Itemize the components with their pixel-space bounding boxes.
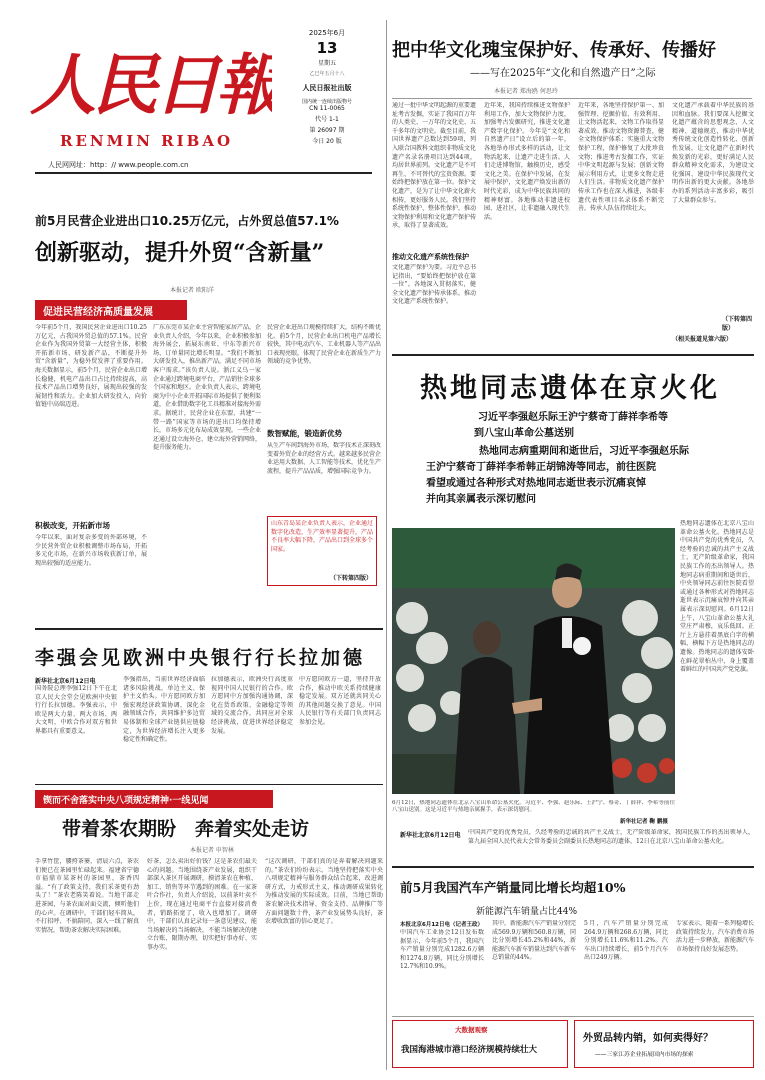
auto-title: 前5月我国汽车产销量同比增长均超10% (400, 880, 626, 895)
farm-banner-label: 锲而不舍落实中央八项规定精神·一线见闻 (43, 795, 209, 806)
issue-lunar: 乙巳年五月十八 (309, 71, 345, 77)
mourn-line5: 看望或通过各种形式对热地同志逝世表示沉痛哀悼 (426, 478, 646, 489)
econ-box-text: 山东青岛某企业负责人表示，企业通过数字化改造，生产效率显著提升，产品不良率大幅下降，产品出口到全球多个国家。 (271, 520, 373, 553)
auto-col-2: 其中，新能源汽车产销量分别完成569.9万辆和560.8万辆，同比分别增长45.2%和44%，新能源汽车新车销量达到汽车新车总销量的44%。 (492, 920, 576, 962)
auto-byline: 本报北京6月12日电（记者王政） (400, 922, 483, 928)
liqiang-col-1: 国务院总理李强12日下午在北京人民大会堂会见欧洲中央银行行长拉加德。李强表示，中欧是两大力量、两大市场、两大文明，中欧合作对双方和世界都具有重要意义。 (35, 685, 117, 735)
cn-code: CN 11-0065 (309, 105, 345, 112)
lead-col-4: 文化遗产承载着中华民族的基因和血脉。我们要深入挖掘文化遗产蕴含的思想观念、人文精神、道德规范，推动中华优秀传统文化创造性转化、创新性发展，让文化遗产在新时代焕发新的光彩，更好满足人民群众精神文化需求，为建设文化强国、建设中华民族现代文明作出新的更大贡献。各地举办的系列活动丰富多彩，吸引了大量群众参与。 (672, 102, 754, 204)
website-url: 人民网网址：http：// www.people.com.cn (48, 161, 189, 169)
photo-credit: 新华社记者 鞠 鹏摄 (620, 819, 668, 825)
liqiang-col-3: 拉加德表示，欧洲央行高度重视同中国人民银行的合作。欧方愿同中方加强沟通协调，深化在货币政策、金融稳定等领域的交流合作，共同应对全球经济挑战，促进世界经济稳定发展。 (211, 676, 293, 735)
code-label: 代号 1-1 (315, 116, 339, 123)
mourning-scene-illustration (392, 528, 675, 794)
mourn-side-text: 热地同志遗体在北京八宝山革命公墓火化。热地同志是中国共产党的优秀党员，久经考验的忠诚的共产主义战士，无产阶级革命家，我国民族工作的杰出领导人。热地同志病重期间和逝世后，中央领导同志前往医院看望或通过各种形式对热地同志逝世表示沉痛哀悼并向其亲属表示深切慰问。6月12日上午，八宝山革命公墓大礼堂庄严肃穆，哀乐低回。正厅上方悬挂着黑底白字的横幅，横幅下方是热地同志的遗像。热地同志的遗体安卧在鲜花翠柏丛中，身上覆盖着鲜红的中国共产党党旗。 (680, 520, 754, 674)
liqiang-col-2: 李强指出，当前世界经济面临诸多风险挑战，单边主义、保护主义抬头。中方愿同欧方加强宏观经济政策协调，深化金融领域合作，共同维护多边贸易体制和全球产业链供应链稳定，为世界经济增长注入更多稳定性和确定性。 (123, 676, 205, 744)
liqiang-body (35, 676, 381, 780)
auto-col-4: 专家表示，随着一系列稳增长政策持续发力，汽车消费市场活力进一步释放，新能源汽车市场保持良好发展态势。 (676, 920, 754, 953)
econ-byline: 本报记者 欧阳洋 (170, 287, 214, 294)
cn-label: 国内统一连续出版物号 (301, 99, 352, 105)
econ-box (267, 516, 377, 586)
farm-byline: 本报记者 申智林 (190, 847, 234, 854)
econ-col-2: 广东东莞市某企业主营智能家居产品，企业负责人介绍，今年以来，企业积极参加海外展会，拓展东南亚、中东等新兴市场，订单量同比增长明显。“我们不断加大研发投入，推出新产品，满足不同市场客户需求。”该负责人说。浙江义乌一家企业通过跨境电商平台，产品销往全球多个国家和地区。企业负责人表示，跨境电商为中小企业开拓国际市场提供了便利渠道，企业借助数字化工具精准对接海外需求。据统计，民营企业在东盟、共建“一带一路”国家等市场的进出口均保持增长，市场多元化布局成效显现。一些企业还通过设立海外仓、建立海外营销网络，提升服务能力。 (153, 324, 261, 452)
lead-subtitle: ——写在2025年“文化和自然遗产日”之际 (470, 68, 656, 79)
newspaper-logo (28, 14, 272, 126)
lead-sub-heading: 推动文化遗产系统性保护 (392, 253, 469, 261)
bigdata-title: 我国海港城市港口经济规模持续壮大 (401, 1045, 538, 1055)
trade-subtitle: ——三家江苏企业拓展国内市场的探索 (595, 1052, 694, 1058)
issue-weekday: 星期五 (317, 60, 336, 67)
lead-body (392, 102, 754, 350)
econ-sub1: 积极改变，开拓新市场 (35, 521, 110, 530)
mourning-photo (392, 528, 675, 794)
mourn-line1: 习近平李强赵乐际王沪宁蔡奇丁薛祥李希等 (478, 412, 668, 423)
issue-day: 13 (316, 39, 338, 57)
liqiang-title: 李强会见欧洲中央银行行长拉加德 (35, 647, 366, 669)
trade-title: 外贸品转内销，如何卖得好？ (583, 1033, 713, 1044)
auto-col-3: 5月，汽车产销量分别完成264.9万辆和268.6万辆，同比分别增长11.6%和11.2%。汽车出口持续增长，前5个月汽车出口249万辆。 (584, 920, 668, 962)
logo-pinyin: RENMIN RIBAO (60, 132, 234, 150)
lead-byline: 本报记者 郑海鸥 何思玲 (494, 88, 558, 95)
econ-col-1: 今年前5个月，我国民营企业进出口10.25万亿元，占我国外贸总值的57.1%。民营企业作为我国外贸第一大经营主体，积极开拓新市场、研发新产品，不断提升外贸“含新量”，为稳外贸发挥了重要作用。海关数据显示，前5个月，民营企业出口增长稳健，机电产品出口占比持续提高，高技术产品出口增势良好，展现出较强的发展韧性和活力。企业加大研发投入，向价值链中高端迈进。 (35, 324, 147, 409)
masthead (0, 0, 372, 180)
issue-number: 第 26097 期 (309, 127, 345, 134)
lead-col-1: 通过一批中华文明起源的重要遗址考古发掘，实证了我国百万年的人类史、一万年的文化史、五千多年的文明史。截至目前，我国世界遗产总数达到59项，列入联合国教科文组织非物质文化遗产名录名册项目达到44项，均居世界前列。文化遗产是不可再生、不可替代的宝贵资源。要始终把保护放在第一位。保护文化遗产，是为了让中华文化薪火相传，更好服务人民。我们坚持系统性保护、整体性保护，推动文物保护利用和文化遗产保护传承，取得了显著成效。 (392, 102, 476, 230)
bigdata-tag: 大数据观察 (455, 1026, 488, 1034)
econ-banner-label: 促进民营经济高质量发展 (43, 306, 153, 318)
issue-date: 2025年6月 (308, 29, 346, 37)
trade-box (574, 1020, 754, 1068)
bigdata-box (392, 1020, 568, 1068)
farm-body (35, 858, 383, 1068)
liqiang-col-4: 中方愿同欧方一道，坚持开放合作，推动中欧关系持续健康稳定发展。双方还就共同关心的其他问题交换了意见。中国人民银行等有关部门负责同志参加会见。 (299, 676, 381, 726)
mourn-line2: 到八宝山革命公墓送别 (474, 428, 574, 439)
econ-kicker: 前5月民营企业进出口10.25万亿元，占外贸总值57.1% (35, 214, 339, 228)
mourn-line6: 并向其亲属表示深切慰问 (426, 494, 536, 505)
farm-title: 带着茶农期盼 奔着实处走访 (62, 818, 310, 840)
farm-banner (35, 790, 273, 808)
mourn-line4: 王沪宁蔡奇丁薛祥李希韩正胡锦涛等同志，前往医院 (426, 462, 656, 473)
issue-info-box (290, 28, 364, 168)
mourn-bottom-text: 中国共产党的优秀党员，久经考验的忠诚的共产主义战士，无产阶级革命家，我国民族工作的杰出领导人，第九届全国人民代表大会常务委员会副委员长热地同志的遗体，12日在北京八宝山革命公墓火化。 (468, 829, 754, 845)
page-count: 今日 20 版 (312, 138, 342, 145)
econ-col-3b: 从生产车间到海外市场，数字技术正深刻改变着外贸企业的经营方式。越来越多民营企业运用大数据、人工智能等技术，优化生产流程，提升产品品质，增强国际竞争力。 (267, 442, 381, 475)
lead-col-3: 近年来，各地坚持保护第一、加强管理、挖掘价值、有效利用、让文物活起来，文物工作取得显著成效。推动文物资源普查，健全文物保护体系；实施重大文物保护工程，保护修复了大批珍贵文物；推进考古发掘工作，实证中华文明起源与发展；创新文物展示利用方式，让更多文物走进人们生活。非物质文化遗产保护传承工作也在深入推进，各级非遗代表性项目名录体系不断完善，传承人队伍持续壮大。 (578, 102, 664, 213)
photo-caption: 6月12日，热地同志遗体在北京八宝山革命公墓火化。习近平、李强、赵乐际、王沪宁、蔡奇、丁薛祥、李希等前往八宝山送别。这是习近平与热地亲属握手，表示深切慰问。 (392, 800, 675, 813)
farm-col-2: 好茶，怎么卖出好价钱？这是茶农们最关心的问题。当地围绕茶产业发展，组织干部深入茶区开展调研，摸清茶农在种植、加工、销售等环节遇到的困难。在一家茶叶合作社，负责人介绍说，以前茶叶卖不上价，现在通过电商平台直接对接消费者，销路拓宽了，收入也增加了。调研中，干部们认真记录每一条意见建议，能当场解决的当场解决，不能当场解决的建立台账、限期办理，切实把好事办好、实事办实。 (147, 858, 257, 951)
publisher: 人民日报社出版 (302, 84, 352, 92)
lead-title: 把中华文化瑰宝保护好、传承好、传播好 (392, 40, 716, 61)
econ-sub2: 数智赋能，锻造新优势 (267, 429, 342, 438)
auto-subtitle: 新能源汽车销量占比44% (476, 907, 578, 917)
svg-text:人民日報: 人民日報 (30, 46, 272, 124)
calligraphy-logo-icon (28, 14, 272, 126)
mourn-line3: 热地同志病重期间和逝世后，习近平李强赵乐际 (479, 446, 689, 457)
econ-box-note: （下转第四版） (329, 575, 372, 582)
farm-col-1: 手拿竹筐，腰挎茶篓，清晨六点，茶农们便已在茶园里忙碌起来。福建省宁德市福鼎市某茶村的茶园里，茶香四溢。“有了政策支持，我们采茶更有劲头了！”茶农老陈笑着说。当地干部走进茶园，与茶农面对面交流，倾听他们的心声。在调研中，干部们轻车简从，不打招呼、不搞陪同，深入一线了解真实情况，帮助茶农解决实际困难。 (35, 858, 139, 934)
lead-footer-note: （相关报道见第六版） (672, 336, 733, 343)
econ-banner (35, 300, 187, 320)
auto-body (400, 920, 754, 1016)
auto-col-1: 中国汽车工业协会12日发布数据显示，今年前5个月，我国汽车产销量分别完成1282.6万辆和1274.8万辆，同比分别增长12.7%和10.9%。 (400, 929, 484, 971)
liqiang-dateline: 新华社北京6月12日电 (35, 678, 96, 685)
econ-title: 创新驱动，提升外贸“含新量” (35, 240, 325, 266)
lead-end-note: （下转第四版） (722, 316, 753, 332)
econ-col-3: 民营企业进出口规模持续扩大，结构不断优化。前5个月，民营企业出口机电产品增长较快，其中电动汽车、工业机器人等产品出口表现亮眼，体现了民营企业在新质生产力领域的竞争优势。 (267, 324, 381, 366)
mourn-title: 热地同志遗体在京火化 (420, 373, 720, 404)
econ-body (35, 324, 381, 624)
econ-col-1b: 今年以来，面对复杂多变的外部环境，不少民营外贸企业积极调整市场布局，开拓多元化市场，在新兴市场收获新订单，展现出较强的适应能力。 (35, 534, 147, 567)
mourn-dateline: 新华社北京6月12日电 (400, 832, 461, 839)
farm-col-3: “这次调研，干部们真的是奔着解决问题来的。”茶农们纷纷表示。当地坚持把落实中央八项规定精神与服务群众结合起来，改进调研方式，力戒形式主义，推动调研成果转化为推动发展的实际成效。目前，当地已帮助茶农解决技术指导、资金支持、品牌推广等方面问题数十件，茶产业发展势头良好，茶农增收致富的信心更足了。 (265, 858, 383, 926)
lead-col-1b: 文化遗产保护为要。习近平总书记指出，“要始终把保护放在第一位”。各地深入贯彻落实，健全文化遗产保护传承体系，推动文化遗产系统性保护。 (392, 264, 476, 306)
lead-col-2: 近年来，我国持续推进文物保护利用工作，加大文物保护力度，加强考古发掘研究，推进文化遗产数字化保护。今年是“文化和自然遗产日”设立后的第一年，各地举办形式多样的活动，让文物活起来，让遗产走进生活。人们走进博物馆，触摸历史，感受文化之美。在保护中发展，在发展中保护，文化遗产焕发出新的时代光彩，成为中华民族共同的精神财富。各地推动非遗进校园、进社区，让非遗融入现代生活。 (484, 102, 570, 221)
